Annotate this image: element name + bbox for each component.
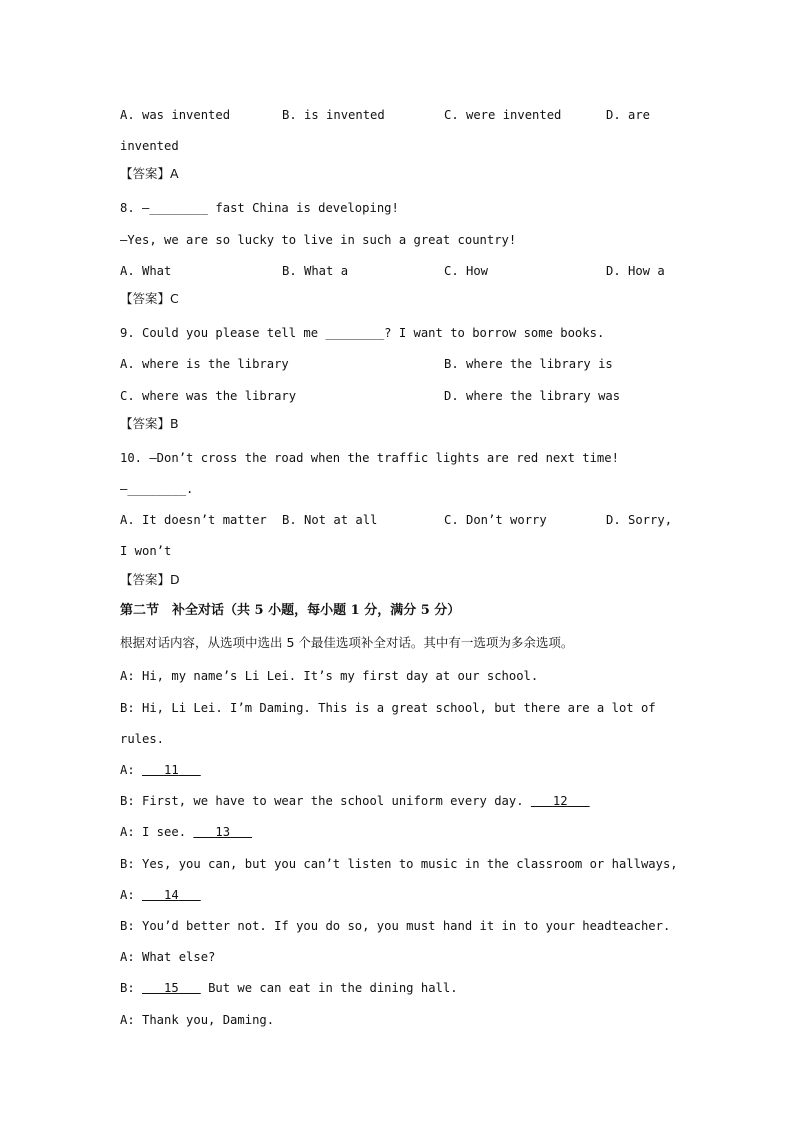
blank-12 <box>531 794 590 808</box>
q9-stem-suffix: ? I want to borrow some books. <box>384 326 605 340</box>
section-heading: 第二节 补全对话（共 5 小题，每小题 1 分，满分 5 分） <box>120 603 461 618</box>
q9-stem <box>120 325 604 341</box>
dialogue-text: But we can eat in the dining hall. <box>200 981 458 995</box>
blank-number: 15 <box>164 981 179 995</box>
q8-option-b: B. What a <box>282 264 349 278</box>
q7-option-c: C. were invented <box>444 108 562 122</box>
q9-answer <box>120 416 179 432</box>
dialogue-line: B: Yes, you can, but you can’t listen to music in the classroom or hallways, <box>120 857 678 871</box>
dialogue-line <box>120 824 252 840</box>
answer-label: 【答案】 <box>120 572 171 587</box>
speaker-prefix: A: <box>120 763 143 777</box>
section-instruction: 根据对话内容，从选项中选出 5 个最佳选项补全对话。其中有一选项为多余选项。 <box>120 635 574 650</box>
q7-option-d: D. are <box>606 108 651 122</box>
q9-stem-prefix: 9. Could you please tell me <box>120 326 326 340</box>
answer-label: 【答案】 <box>120 416 171 431</box>
q7-option-b: B. is invented <box>282 108 385 122</box>
blank-number: 12 <box>552 794 568 808</box>
q8-option-d: D. How a <box>606 264 665 278</box>
blank-14 <box>142 888 201 902</box>
dialogue-line <box>120 762 201 778</box>
answer-value: B <box>170 416 179 431</box>
blank-13 <box>193 825 252 839</box>
q8-blank: ________ <box>149 201 209 215</box>
q9-option-c: C. where was the library <box>120 389 297 403</box>
q10-reply <box>120 481 193 497</box>
q10-option-b: B. Not at all <box>282 513 378 527</box>
dialogue-line: rules. <box>120 732 165 746</box>
dialogue-line: B: You’d better not. If you do so, you must hand it in to your headteacher. <box>120 919 671 933</box>
q8-stem-prefix: 8. — <box>120 201 150 215</box>
q7-option-a: A. was invented <box>120 108 231 122</box>
q7-option-d-wrap: invented <box>120 139 179 153</box>
blank-number: 14 <box>164 888 179 902</box>
dialogue-line: A: What else? <box>120 950 216 964</box>
q9-option-d: D. where the library was <box>444 389 621 403</box>
dialogue-line: A: Hi, my name’s Li Lei. It’s my first day at our school. <box>120 669 539 683</box>
answer-value: A <box>170 166 179 181</box>
dialogue-text: A: I see. <box>120 825 194 839</box>
speaker-prefix: B: <box>120 981 143 995</box>
blank-11 <box>142 763 201 777</box>
q10-option-c: C. Don’t worry <box>444 513 547 527</box>
q7-answer <box>120 166 179 182</box>
q8-option-c: C. How <box>444 264 489 278</box>
q10-stem: 10. —Don’t cross the road when the traffic lights are red next time! <box>120 451 619 465</box>
dialogue-text: B: First, we have to wear the school uniform every day. <box>120 794 531 808</box>
dialogue-line <box>120 980 458 996</box>
answer-value: D <box>170 572 180 587</box>
q10-blank: ________ <box>127 482 187 496</box>
q9-option-b: B. where the library is <box>444 357 613 371</box>
q8-option-a: A. What <box>120 264 172 278</box>
q8-stem <box>120 200 399 216</box>
blank-number: 11 <box>164 763 179 777</box>
q8-stem-suffix: fast China is developing! <box>208 201 399 215</box>
q10-reply-prefix: — <box>120 482 128 496</box>
blank-number: 13 <box>215 825 231 839</box>
answer-label: 【答案】 <box>120 291 171 306</box>
q9-blank: ________ <box>325 326 385 340</box>
answer-value: C <box>170 291 179 306</box>
blank-15 <box>142 981 201 995</box>
q10-option-d: D. Sorry, <box>606 513 673 527</box>
q10-option-a: A. It doesn’t matter <box>120 513 267 527</box>
dialogue-line: B: Hi, Li Lei. I’m Daming. This is a great school, but there are a lot of <box>120 701 656 715</box>
q10-option-d-wrap: I won’t <box>120 544 172 558</box>
dialogue-line: A: Thank you, Daming. <box>120 1013 275 1027</box>
q8-answer <box>120 291 179 307</box>
answer-label: 【答案】 <box>120 166 171 181</box>
q10-reply-suffix: . <box>186 482 194 496</box>
dialogue-line <box>120 793 590 809</box>
q9-option-a: A. where is the library <box>120 357 289 371</box>
speaker-prefix: A: <box>120 888 143 902</box>
q8-reply: —Yes, we are so lucky to live in such a great country! <box>120 233 517 247</box>
dialogue-line <box>120 887 201 903</box>
q10-answer <box>120 572 180 588</box>
